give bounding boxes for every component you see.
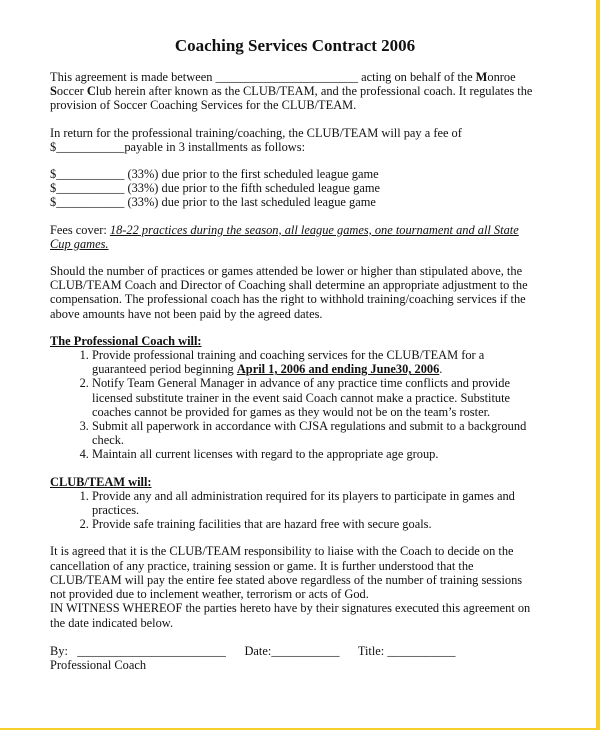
installment-1: $___________ (33%) due prior to the first scheduled league game [50,167,379,182]
fee-line-2: $___________payable in 3 installments as follows: [50,139,306,154]
party-blank: _______________________ [215,70,358,84]
signature-date: Date:___________ [244,643,340,658]
fee-paragraph [50,126,540,154]
installments-list [50,167,540,210]
list-item: 1. Provide any and all administration required for its players to participate in games and practices. [92,489,540,517]
page-title: Coaching Services Contract 2006 [174,36,416,55]
list-item: 4. Maintain all current licenses with regard to the appropriate age group. [92,447,540,461]
coach-obligations-list [50,348,540,462]
club-initial-m: M [475,70,488,84]
list-item [92,348,540,376]
installment-3: $___________ (33%) due prior to the last scheduled league game [50,195,376,210]
coach-item-1-end: . [439,362,443,377]
club-section-heading: CLUB/TEAM will: [50,474,152,489]
signature-by: By: ________________________ [50,643,226,658]
closing-paragraph: It is agreed that it is the CLUB/TEAM responsibility to liaise with the Coach to decide on the cancellation of any practice, training session or game. It is further understood that the CLUB/TEAM will pay the entire fee stated above regardless of the number of training sessions not provided due to inclement weather, terrorism or acts of God. [50,544,523,602]
contract-period: April 1, 2006 and ending June30, 2006 [236,362,440,377]
signature-line [50,644,540,658]
list-item: 2. Provide safe training facilities that are hazard free with secure goals. [92,517,540,531]
installment-2: $___________ (33%) due prior to the fifth scheduled league game [50,181,380,196]
signature-title: Title: ___________ [357,643,456,658]
contract-body [50,36,540,672]
witness-paragraph: IN WITNESS WHEREOF the parties hereto have by their signatures executed this agreement on the date indicated below. [50,601,531,630]
intro-text-1: This agreement is made between [50,70,216,84]
list-item: 2. Notify Team General Manager in advance of any practice time conflicts and provide licensed substitute trainer in the event said Coach cannot make a practice. Substitute coaches cannot be provided for games as they would not be on the team’s roster. [92,376,540,419]
signature-role: Professional Coach [50,657,147,672]
club-name-part-1: onroe [487,70,516,84]
fee-line-1: In return for the professional training/coaching, the CLUB/TEAM will pay a fee of [50,125,462,140]
fees-cover-paragraph [50,223,540,251]
club-initial-c: C [86,84,96,99]
coach-section-heading: The Professional Coach will: [50,333,202,348]
club-name-part-2: occer [56,84,87,99]
fees-cover-text: 18-22 practices during the season, all league games, one tournament and all State Cup games. [50,222,519,251]
list-item: 3. Submit all paperwork in accordance with CJSA regulations and submit to a background check. [92,419,540,447]
intro-text-2: acting on behalf of the [358,70,476,84]
intro-paragraph [50,70,540,113]
club-initial-s: S [50,84,57,99]
intro-text-3: lub herein after known as the CLUB/TEAM, and the professional coach. It regulates the provision of Soccer Coaching Services for the CLUB/TEAM. [50,84,533,113]
fees-cover-label: Fees cover: [50,222,110,237]
coach-item-1-text: Provide professional training and coaching services for the CLUB/TEAM for a guaranteed period beginning [92,348,485,377]
club-obligations-list [50,489,540,532]
adjustment-paragraph: Should the number of practices or games attended be lower or higher than stipulated above, the CLUB/TEAM Coach and Director of Coaching shall determine an appropriate adjustment to the compensation. The professional coach has the right to withhold training/coaching services if the above amounts have not been paid by the agreed dates. [50,264,528,321]
